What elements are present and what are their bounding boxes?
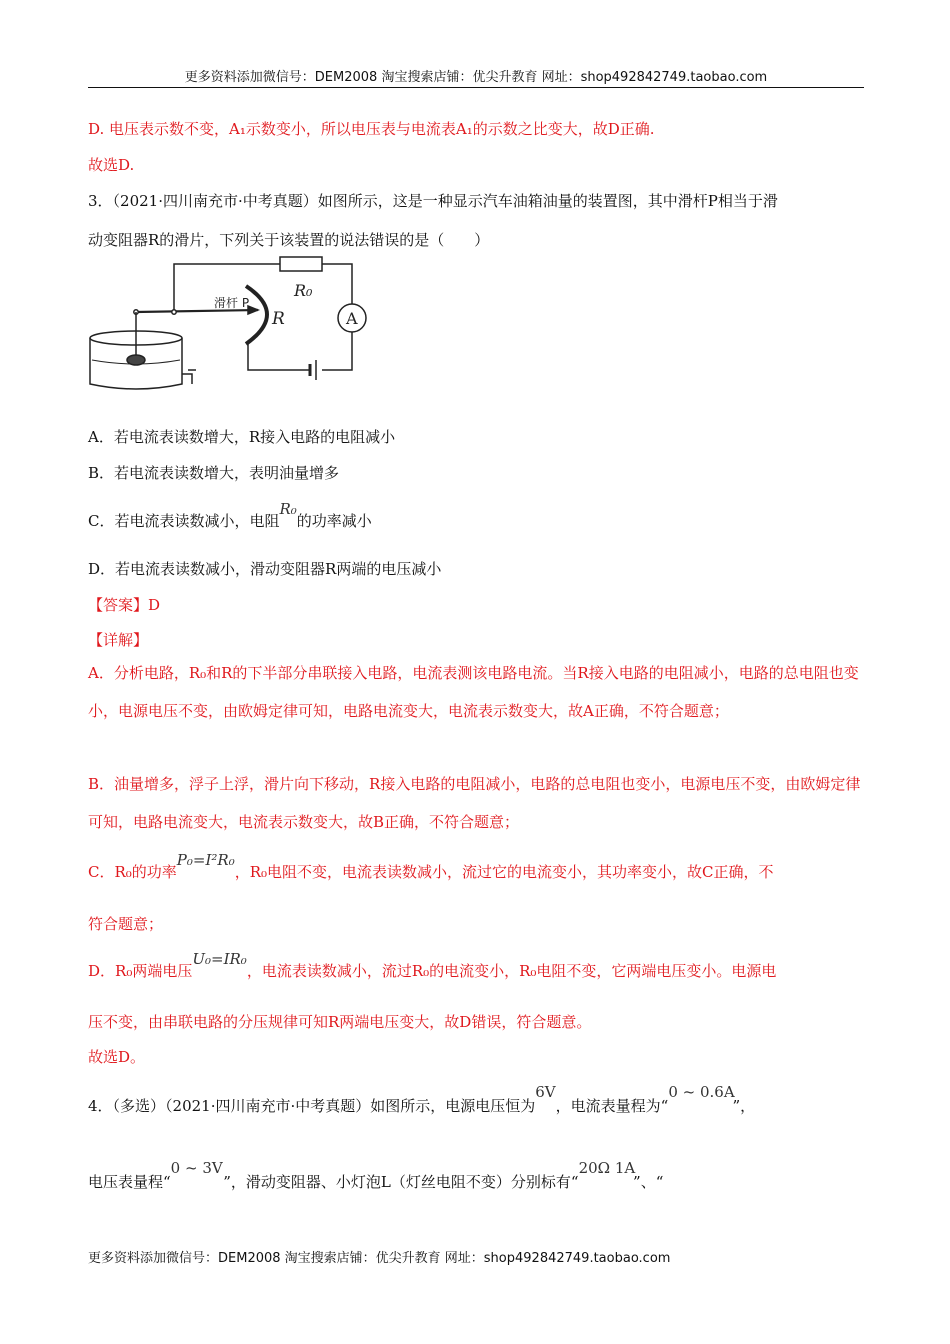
voltmeter-range: 0 ~ 3V — [170, 1159, 224, 1177]
q3-explain-c-pre: C．R₀的功率 — [88, 863, 177, 881]
rheostat-rating: 20Ω 1A — [578, 1159, 634, 1177]
r0-label: R₀ — [294, 281, 313, 300]
q4-line2-mid: ”，滑动变阻器、小灯泡L（灯丝电阻不变）分别标有“ — [223, 1173, 579, 1191]
voltage-formula: U₀=IR₀ — [192, 950, 247, 968]
q3-option-c — [88, 500, 372, 531]
r0-math: R₀ — [279, 500, 297, 518]
q3-explain-d — [88, 950, 777, 981]
q4-post: ”， — [732, 1097, 756, 1115]
q4-mid: ，电流表量程为“ — [555, 1097, 669, 1115]
prev-option-d-explain: D. 电压表示数不变，A₁示数变小，所以电压表与电流表A₁的示数之比变大，故D正确. — [88, 120, 655, 138]
q4-line2-post: ”、“ — [633, 1173, 664, 1191]
rheostat-label: R — [272, 309, 285, 329]
slider-label: 滑杆 P — [214, 296, 250, 310]
fuel-gauge-circuit-diagram — [88, 252, 388, 394]
q3-explain-c-line2: 符合题意； — [88, 915, 164, 933]
q3-explain-d-post: ，电流表读数减小，流过R₀的电流变小，R₀电阻不变，它两端电压变小。电源电 — [246, 962, 777, 980]
page-header: 更多资料添加微信号：DEM2008 淘宝搜索店铺：优尖升教育 网址：shop492842749.taobao.com — [184, 70, 768, 85]
q3-detail-label: 【详解】 — [88, 631, 149, 649]
q3-option-c-post: 的功率减小 — [296, 512, 372, 530]
page-footer: 更多资料添加微信号：DEM2008 淘宝搜索店铺：优尖升教育 网址：shop492842749.taobao.com — [88, 1251, 671, 1266]
power-formula: P₀=I²R₀ — [176, 851, 235, 869]
q3-explain-d-pre: D．R₀两端电压 — [88, 962, 193, 980]
q3-option-b: B．若电流表读数增大，表明油量增多 — [88, 464, 340, 482]
q3-option-a: A．若电流表读数增大，R接入电路的电阻减小 — [88, 428, 396, 446]
ammeter-label: A — [346, 309, 358, 328]
q3-stem-line2: 动变阻器R的滑片，下列关于该装置的说法错误的是（ ） — [88, 231, 490, 249]
q3-answer: 【答案】D — [88, 596, 161, 614]
q4-stem-line1 — [88, 1083, 756, 1116]
q3-explain-d-line2: 压不变，由串联电路的分压规律可知R两端电压变大，故D错误，符合题意。 — [88, 1013, 592, 1031]
header-rule — [88, 87, 864, 88]
supply-voltage: 6V — [535, 1083, 556, 1101]
q3-option-d: D．若电流表读数减小，滑动变阻器R两端的电压减小 — [88, 560, 442, 578]
q3-explain-c — [88, 851, 774, 882]
q4-line2-pre: 电压表量程“ — [88, 1173, 171, 1191]
q3-option-c-pre: C．若电流表读数减小，电阻 — [88, 512, 280, 530]
q4-pre: 4．（多选）（2021·四川南充市·中考真题）如图所示，电源电压恒为 — [88, 1097, 536, 1115]
prev-choice: 故选D. — [88, 156, 135, 174]
q3-explain-c-post: ，R₀电阻不变，电流表读数减小，流过它的电流变小，其功率变小，故C正确，不 — [234, 863, 774, 881]
q3-explain-b: B．油量增多，浮子上浮，滑片向下移动，R接入电路的电阻减小，电路的总电阻也变小，电源电压不变，由欧姆定律可知，电路电流变大，电流表示数变大，故B正确，不符合题意； — [88, 775, 861, 831]
q3-explain-a: A．分析电路，R₀和R的下半部分串联接入电路，电流表测该电路电流。当R接入电路的电阻减小，电路的总电阻也变小，电源电压不变，由欧姆定律可知，电路电流变大，电流表示数变大，故A正确，不符合题意； — [88, 664, 859, 720]
q3-stem-line1: 3．（2021·四川南充市·中考真题）如图所示，这是一种显示汽车油箱油量的装置图，其中滑杆P相当于滑 — [88, 192, 778, 210]
q3-choice: 故选D。 — [88, 1048, 146, 1066]
ammeter-range: 0 ~ 0.6A — [668, 1083, 733, 1101]
q4-stem-line2 — [88, 1159, 664, 1192]
